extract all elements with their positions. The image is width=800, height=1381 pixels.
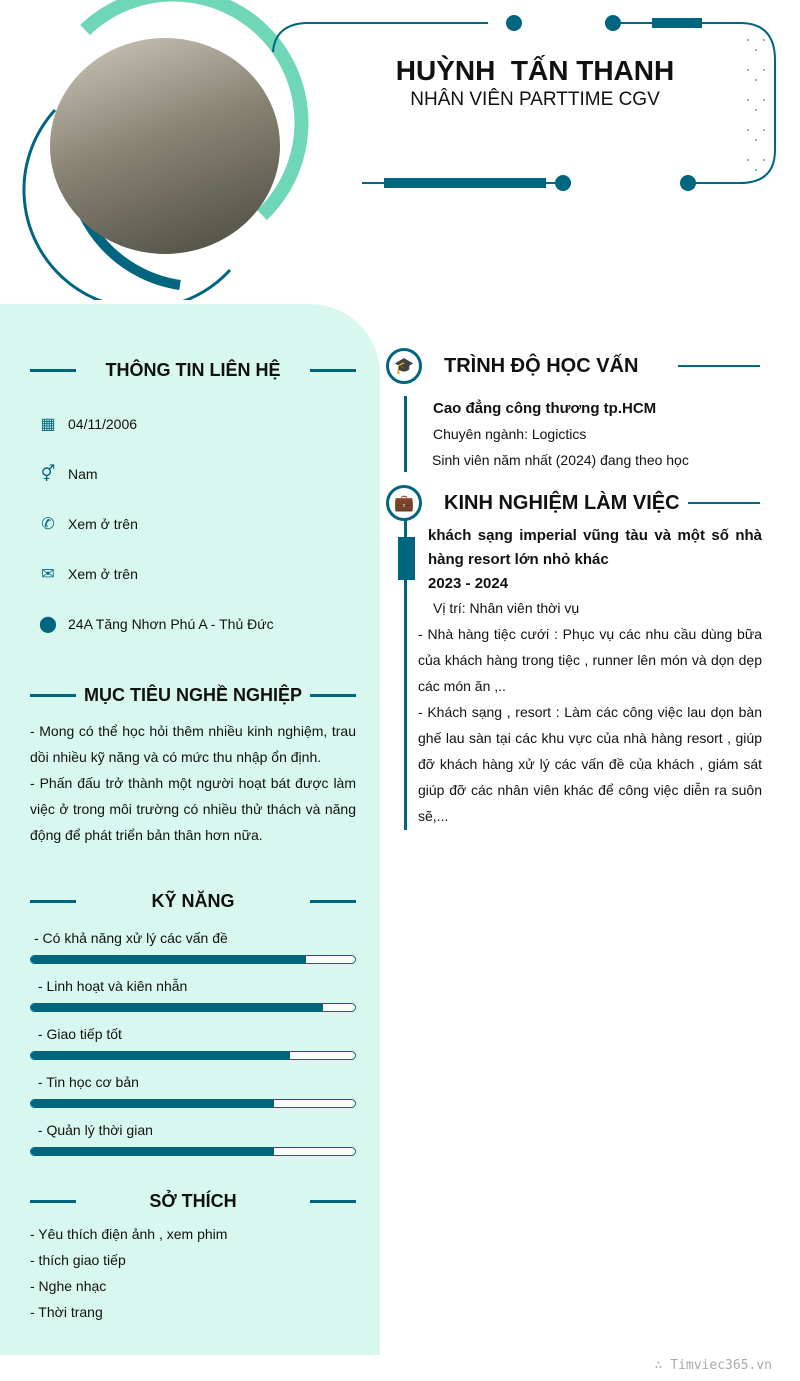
location-icon: ⬤ bbox=[39, 616, 57, 633]
contact-email bbox=[38, 564, 138, 584]
company-name: khách sạng imperial vũng tàu và một số nhà hàng resort lớn nhỏ khác bbox=[428, 527, 762, 568]
job-title: NHÂN VIÊN PARTTIME CGV bbox=[410, 89, 660, 110]
experience-heading bbox=[386, 485, 760, 521]
contact-address bbox=[38, 614, 274, 634]
address-text: 24A Tăng Nhơn Phú A - Thủ Đức bbox=[68, 616, 274, 632]
birthday-text: 04/11/2006 bbox=[68, 416, 138, 432]
education-heading-text: TRÌNH ĐỘ HỌC VẤN bbox=[444, 354, 639, 377]
skill-bar bbox=[30, 1003, 356, 1012]
objective-text: - Mong có thể học hỏi thêm nhiều kinh nghiệm, trau dồi nhiều kỹ năng và có mức thu nhập ổn định. - Phấn đấu trở thành một người hoạt bát được làm việc ở trong môi trường có nhiều thử thách và năng động để phát triển bản thân hơn nữa. bbox=[30, 723, 356, 843]
experience-desc-2: - Khách sạng , resort : Làm các công việc lau dọn bàn ghế lau sàn tại các khu vực của nhà hàng resort , giúp đỡ khách hàng xử lý các vấn đề của khách , giám sát giúp đỡ các nhân viên khác để công việc diễn ra suôn sẽ,... bbox=[418, 704, 762, 824]
education-timeline bbox=[404, 396, 407, 472]
major: Chuyên ngành: Logictics bbox=[433, 426, 587, 442]
skill-label: - Có khả năng xử lý các vấn đề bbox=[34, 930, 228, 946]
watermark: ∴ Timviec365.vn bbox=[654, 1358, 772, 1373]
hobby-item: - Nghe nhạc bbox=[30, 1278, 107, 1294]
objective-heading-text: MỤC TIÊU NGHỀ NGHIỆP bbox=[83, 684, 302, 705]
hobbies-heading-text: SỞ THÍCH bbox=[149, 1190, 237, 1211]
name-block bbox=[380, 55, 690, 111]
skill-bar-fill bbox=[31, 1052, 290, 1059]
education-heading bbox=[386, 348, 760, 384]
experience-marker bbox=[398, 537, 415, 580]
gender-text: Nam bbox=[68, 466, 98, 482]
phone-icon: ✆ bbox=[41, 516, 55, 533]
skill-label: - Giao tiếp tốt bbox=[34, 1026, 122, 1042]
phone-text: Xem ở trên bbox=[68, 516, 138, 532]
email-text: Xem ở trên bbox=[68, 566, 138, 582]
avatar-photo bbox=[50, 38, 280, 254]
objective-heading bbox=[30, 680, 356, 710]
contact-birthday bbox=[38, 414, 137, 434]
hobbies-list bbox=[30, 1221, 356, 1325]
education-status: Sinh viên năm nhất (2024) đang theo học bbox=[432, 452, 689, 468]
contact-heading bbox=[30, 355, 356, 385]
contact-phone bbox=[38, 514, 138, 534]
candidate-name: HUỲNH TẤN THANH bbox=[395, 55, 675, 86]
watermark-text: Timviec365.vn bbox=[670, 1358, 772, 1373]
work-period: 2023 - 2024 bbox=[428, 575, 509, 592]
experience-heading-text: KINH NGHIỆM LÀM VIỆC bbox=[444, 491, 680, 514]
calendar-icon: ▦ bbox=[40, 416, 56, 433]
skill-label: - Quản lý thời gian bbox=[34, 1122, 153, 1138]
skills-heading bbox=[30, 886, 356, 916]
hobby-item: - thích giao tiếp bbox=[30, 1252, 126, 1268]
hobby-item: - Yêu thích điện ảnh , xem phim bbox=[30, 1226, 228, 1242]
school-name: Cao đẳng công thương tp.HCM bbox=[433, 400, 657, 417]
experience-desc-1: - Nhà hàng tiệc cưới : Phục vụ các nhu cầu dùng bữa của khách hàng trong tiệc , runner lên món và dọn dẹp các món ăn ,.. bbox=[418, 626, 762, 694]
hobbies-heading bbox=[30, 1186, 356, 1216]
skill-label: - Linh hoạt và kiên nhẫn bbox=[34, 978, 188, 994]
skill-bar-fill bbox=[31, 956, 306, 963]
skill-bar-fill bbox=[31, 1004, 323, 1011]
briefcase-icon: 💼 bbox=[386, 485, 422, 521]
contact-heading-text: THÔNG TIN LIÊN HỆ bbox=[105, 359, 281, 380]
skill-bar bbox=[30, 1147, 356, 1156]
skills-heading-text: KỸ NĂNG bbox=[151, 890, 235, 911]
email-icon: ✉ bbox=[41, 566, 55, 583]
skill-bar-fill bbox=[31, 1100, 274, 1107]
skill-bar bbox=[30, 1051, 356, 1060]
graduation-cap-icon: 🎓 bbox=[386, 348, 422, 384]
contact-gender bbox=[38, 464, 98, 484]
position: Vị trí: Nhân viên thời vụ bbox=[433, 600, 580, 616]
skill-label: - Tin học cơ bản bbox=[34, 1074, 139, 1090]
skill-bar bbox=[30, 955, 356, 964]
hobby-item: - Thời trang bbox=[30, 1304, 103, 1320]
skill-bar bbox=[30, 1099, 356, 1108]
skill-bar-fill bbox=[31, 1148, 274, 1155]
gender-icon: ⚥ bbox=[40, 466, 56, 483]
